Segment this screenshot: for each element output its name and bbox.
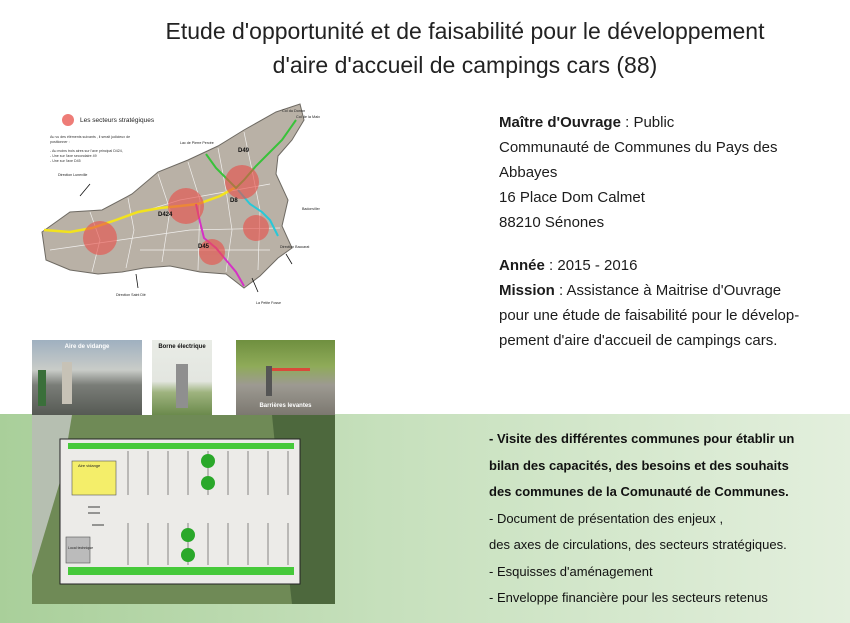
label-dir-saint-die: Direction Saint Dié [116,293,146,297]
bullet-3: - Esquisses d'aménagement [489,563,653,579]
photo-aire-vidange [32,340,142,415]
city-line: 88210 Sénones [499,214,605,231]
legend-intro-1: Au vu des éléments suivants , il serait judicieux de [50,135,131,139]
title-line-1: Etude d'opportunité et de faisabilité pour le développement [165,18,765,44]
annee-label: Année [499,257,545,274]
photo-barrieres [236,340,335,415]
page-title [110,14,820,82]
annee-line [499,253,829,278]
sector-circle [225,165,259,199]
mission-label: Mission [499,282,555,299]
bullet-2-line-2: des axes de circulations, des secteurs stratégiques. [489,537,787,552]
bullet-4: - Enveloppe financière pour les secteurs retenus [489,590,768,605]
mission-line-3: pement d'aire d'accueil de campings cars. [499,332,778,349]
caption-barrieres: Barrières levantes [259,403,312,409]
legend-item-3: - Une sur l'axe D45 [50,159,81,163]
legend-dot [62,114,74,126]
legend-item-2: - Une sur l'axe secondaire 49 [50,154,97,158]
label-lac: Lac de Pierre Percée [180,141,214,145]
mission-details [489,426,839,612]
photo-borne-electrique [152,340,212,415]
tree [181,548,195,562]
label-dir-col-mais: Col de la Maix [296,115,321,119]
label-road-d424: D424 [158,212,173,218]
plan-label-vidange: Aire vidange [78,463,101,468]
site-plan [32,415,335,604]
organisation-line-1: Communauté de Communes du Pays des [499,139,778,156]
photo-strip [32,340,335,415]
plan-label-local: Local technique [68,546,94,550]
bullet-1-line-2: bilan des capacités, des besoins et des souhaits [489,457,789,473]
caption-borne-electrique: Borne électrique [158,344,206,350]
label-dir-baccarat: Direction Baccarat [280,245,310,249]
sector-circle [83,221,117,255]
mission-line-2: pour une étude de faisabilité pour le dévelop- [499,307,800,324]
maitre-ouvrage-line [499,110,829,135]
label-dir-luneville: Direction Luneville [58,173,88,177]
mission-value: : Assistance à Maitrise d'Ouvrage [554,282,782,299]
territory-map [30,100,348,315]
maitre-ouvrage-label: Maître d'Ouvrage [499,114,621,131]
annee-value: : 2015 - 2016 [544,257,638,274]
sector-circle [243,215,269,241]
organisation-line-2: Abbayes [499,164,558,181]
bullet-2-line-1: - Document de présentation des enjeux , [489,510,724,526]
bullet-1-line-3: des communes de la Comunauté de Communes. [489,484,789,499]
project-info [499,110,829,353]
label-road-d45: D45 [198,244,210,250]
legend-intro-2: positionner : [50,140,70,144]
title-line-2: d'aire d'accueil de campings cars (88) [272,52,658,78]
tree [201,476,215,490]
label-dir-donon: Col du Donon [282,109,306,113]
legend-item-1: - Au moins trois aires sur l'axe principal D424, [50,149,123,153]
tree [181,528,195,542]
sector-circle [199,239,225,265]
tree [201,454,215,468]
sector-circle [168,188,204,224]
label-road-d49: D49 [238,148,250,154]
legend-title: Les secteurs stratégiques [80,117,155,124]
label-road-d8: D8 [230,198,238,204]
label-badonviller: Badonviller [302,207,320,211]
mission-line [499,278,829,303]
address-line: 16 Place Dom Calmet [499,189,645,206]
maitre-ouvrage-value: : Public [620,114,675,131]
spacer [499,235,829,253]
caption-aire-vidange: Aire de vidange [64,344,110,350]
bullet-1-line-1: - Visite des différentes communes pour établir un [489,431,795,446]
label-petite-fosse: La Petite Fosse [256,301,281,305]
